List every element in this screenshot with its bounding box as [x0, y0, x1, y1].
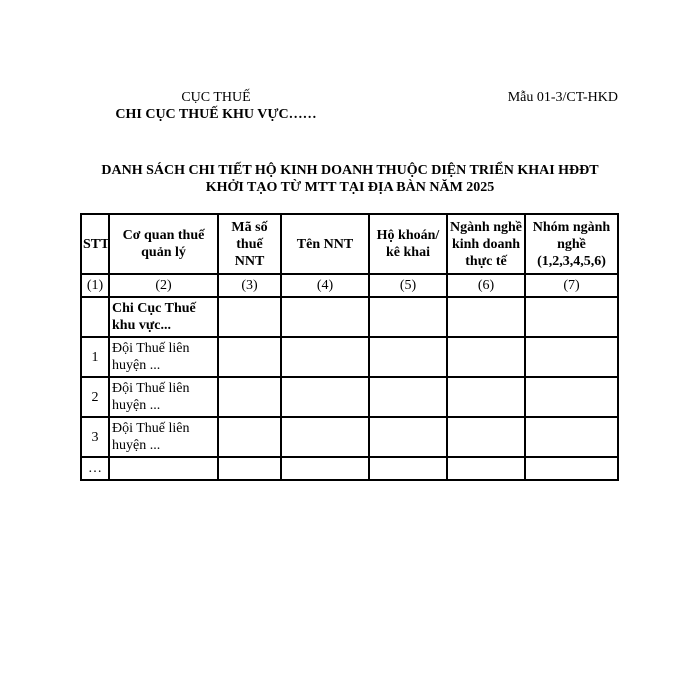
- column-header-tax-code: Mã số thuế NNT: [218, 214, 281, 274]
- column-header-name: Tên NNT: [281, 214, 369, 274]
- empty-cell: [281, 457, 369, 480]
- row-tax-code: [218, 377, 281, 417]
- sub-agency-name: CHI CỤC THUẾ KHU VỰC……: [115, 107, 317, 122]
- row-tax-code: [218, 297, 281, 337]
- column-header-group: Nhóm ngành nghề (1,2,3,4,5,6): [525, 214, 618, 274]
- table-row-ellipsis: [81, 457, 618, 480]
- empty-cell: [447, 457, 525, 480]
- column-number: (5): [369, 274, 447, 297]
- row-type: [369, 297, 447, 337]
- row-type: [369, 377, 447, 417]
- row-industry: [447, 417, 525, 457]
- row-type: [369, 417, 447, 457]
- row-group: [525, 337, 618, 377]
- column-header-industry: Ngành nghề kinh doanh thực tế: [447, 214, 525, 274]
- row-agency: Đội Thuế liên huyện ...: [109, 417, 218, 457]
- empty-cell: [525, 457, 618, 480]
- row-ellipsis: …: [81, 457, 109, 480]
- table-row: [81, 377, 618, 417]
- agency-name: CỤC THUẾ: [181, 90, 251, 105]
- column-number: (1): [81, 274, 109, 297]
- empty-cell: [109, 457, 218, 480]
- row-stt: [81, 297, 109, 337]
- row-type: [369, 337, 447, 377]
- column-number: (7): [525, 274, 618, 297]
- table-row: [81, 417, 618, 457]
- row-agency: Đội Thuế liên huyện ...: [109, 337, 218, 377]
- column-header-stt: STT: [81, 214, 109, 274]
- column-number: (4): [281, 274, 369, 297]
- row-stt: 2: [81, 377, 109, 417]
- column-number: (2): [109, 274, 218, 297]
- empty-cell: [369, 457, 447, 480]
- document-title: [60, 162, 640, 196]
- row-agency: Đội Thuế liên huyện ...: [109, 377, 218, 417]
- row-tax-code: [218, 417, 281, 457]
- empty-cell: [218, 457, 281, 480]
- agency-header: [106, 89, 326, 123]
- row-industry: [447, 297, 525, 337]
- row-name: [281, 297, 369, 337]
- title-line-2: KHỞI TẠO TỪ MTT TẠI ĐỊA BÀN NĂM 2025: [205, 180, 495, 195]
- column-header-agency: Cơ quan thuế quản lý: [109, 214, 218, 274]
- row-name: [281, 417, 369, 457]
- column-number: (6): [447, 274, 525, 297]
- table-row: [81, 297, 618, 337]
- table-row: [81, 337, 618, 377]
- row-tax-code: [218, 337, 281, 377]
- row-name: [281, 337, 369, 377]
- taxpayer-table: [80, 213, 619, 481]
- form-code: Mẫu 01-3/CT-HKD: [507, 90, 618, 105]
- column-number-row: [81, 274, 618, 297]
- row-agency: Chi Cục Thuế khu vực...: [109, 297, 218, 337]
- row-industry: [447, 337, 525, 377]
- row-stt: 1: [81, 337, 109, 377]
- row-stt: 3: [81, 417, 109, 457]
- row-industry: [447, 377, 525, 417]
- row-group: [525, 377, 618, 417]
- title-line-1: DANH SÁCH CHI TIẾT HỘ KINH DOANH THUỘC DIỆN TRIỂN KHAI HĐĐT: [101, 163, 599, 178]
- column-header-type: Hộ khoán/ kê khai: [369, 214, 447, 274]
- row-name: [281, 377, 369, 417]
- column-number: (3): [218, 274, 281, 297]
- row-group: [525, 297, 618, 337]
- row-group: [525, 417, 618, 457]
- header-row: [81, 214, 618, 274]
